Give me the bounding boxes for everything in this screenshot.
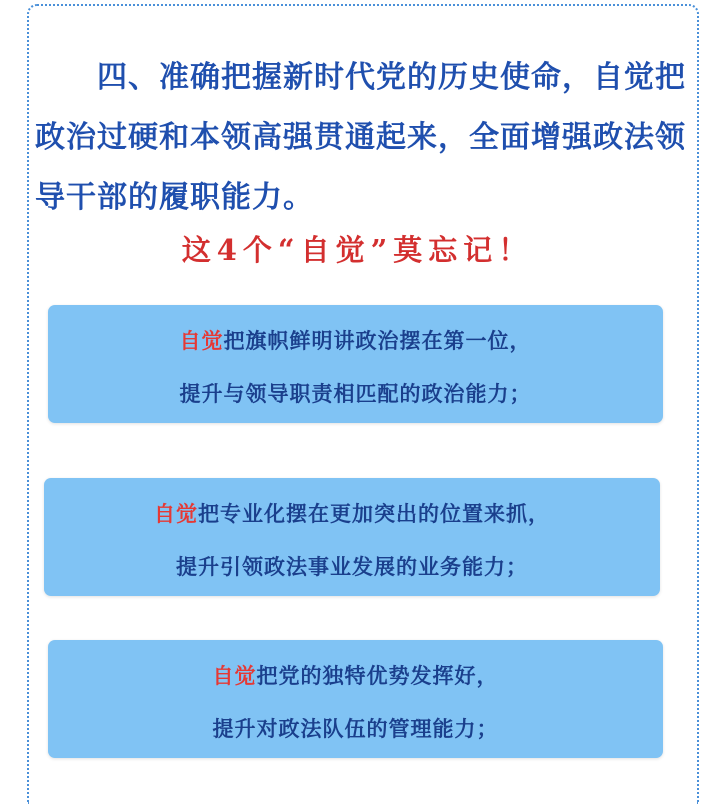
card-highlight: 自觉 xyxy=(154,502,198,526)
point-card-1 xyxy=(48,305,663,423)
point-card-2 xyxy=(44,478,660,596)
point-card-3 xyxy=(48,640,663,758)
card-line-1 xyxy=(48,660,663,690)
section-subheading: 这4个“自觉”莫忘记！ xyxy=(181,233,534,267)
card-line-1-text: 把党的独特优势发挥好， xyxy=(256,664,499,688)
card-highlight: 自觉 xyxy=(212,664,257,688)
card-line-1 xyxy=(44,498,660,528)
card-highlight: 自觉 xyxy=(179,329,224,353)
card-line-1 xyxy=(48,325,663,355)
card-line-1-text: 把专业化摆在更加突出的位置来抓， xyxy=(198,502,550,526)
card-line-2: 提升与领导职责相匹配的政治能力； xyxy=(179,382,532,406)
card-line-2: 提升对政法队伍的管理能力； xyxy=(212,717,499,741)
card-line-2: 提升引领政法事业发展的业务能力； xyxy=(176,555,528,579)
section-heading: 四、准确把握新时代党的历史使命，自觉把政治过硬和本领高强贯通起来，全面增强政法领导干部的履职能力。 xyxy=(35,60,686,215)
card-line-1-text: 把旗帜鲜明讲政治摆在第一位， xyxy=(223,329,532,353)
